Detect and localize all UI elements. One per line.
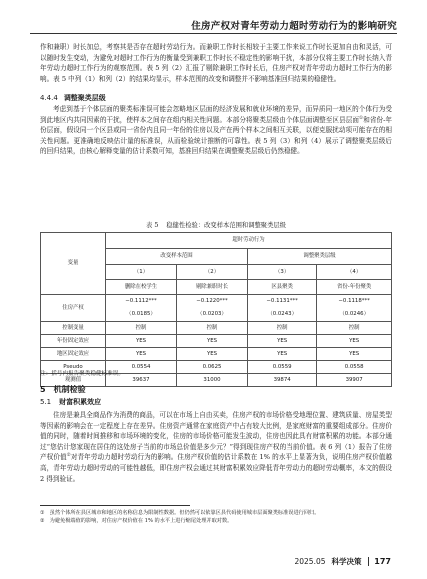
table-cell: 39907 [317,374,392,387]
footnote-ref-2[interactable]: ② [66,453,71,459]
paragraph-sample-adjust [40,42,392,84]
regression-table [40,232,392,387]
row-label: 住房产权 [41,295,106,322]
subsection-title: 财富积累效应 [59,398,102,406]
row-label: 年份固定效应 [41,335,106,348]
paragraph-text: 和省份-年份层面，假设同一个区县或同一省份内且同一年份的住房以及产在两个样本之间相互关联，以便克服扰动项可能存在的相关性问题。更准确地反映估计量的标准误，从而检验统计推断的可靠性。表 5 列（3）和列（4）展示了调整聚类层级后的回归结果，由核心解释变量的估计系数可知，基准回归结果在调整聚类层级后仍然稳健。 [40,115,392,156]
coefficient: −0.1220*** [196,298,228,304]
table-cell: 31000 [177,374,248,387]
subsection-heading [40,397,101,407]
section-number: 5 [40,385,46,394]
footnote-mark: ② [40,518,45,524]
table-group-right: 调整聚类层级 [248,249,392,265]
table-cell [248,295,317,322]
section-title: 机制检验 [53,385,86,394]
paragraph-text: 对青年劳动力超时劳动行为的影响。住房产权价值的估计系数在 1% 的水平上显著为负，说明住房产权价值越高，青年劳动力超时劳动的可能性越低，即住房产权会通过其财富积累效应降低青年劳动力的超时劳动概率，本文的假设 2 得到验证。 [40,453,392,483]
journal-name: 科学决策 [331,557,362,566]
table-caption [40,221,392,230]
subsection-number: 4.4.4 [40,94,58,102]
table-cell [317,295,392,322]
table-cell: YES [248,348,317,361]
coefficient: −0.1112*** [125,298,157,304]
footnote-text: 虽然个体所在县区城市和地区的名称信息为限制性数据。但仍然可以依靠区县代码使用城市层面聚类标准误进行回归。 [49,510,320,516]
table-cell: YES [106,348,177,361]
column-name: 删除在校学生 [106,280,177,295]
table-header-variable: 变量 [41,233,106,295]
subsection-title: 调整聚类层级 [63,94,106,102]
running-head: 住房产权对青年劳动力超时劳动行为的影响研究 [191,21,397,32]
standard-error: （0.0246） [339,311,369,317]
paragraph-text: 住房是兼具全商品作为消费的商品，可以在市场上自由买卖，住房产权的市场价格受地理位置、建筑质量、房屋类型等因素的影响会在一定程度上存在差异。住房资产通常在家庭资产中占有较大比例，是家庭财富的重要组成部分。住房价值的同时，随着时间推移和市场环境的变化，住房的市场价格可能发生波动，住房也因此具有财富积累的功能。本部分通过“您估计您家现在居住的这处房子当前的市场总价值是多少元？”得到现住房产权的当前价值。表 6 列（1）报告了住房产权价值 [40,411,392,462]
table-cell: 0.0559 [248,361,317,374]
table-cell: 控制 [177,322,248,335]
standard-error: （0.0203） [197,311,227,317]
table-row [41,335,392,348]
table-cell: 控制 [317,322,392,335]
row-label: 控制变量 [41,322,106,335]
column-name: 区县聚类 [248,280,317,295]
column-number: （1） [106,265,177,280]
paragraph-cluster [40,104,392,157]
table-row [41,322,392,335]
table-cell: YES [106,335,177,348]
table-cell [177,295,248,322]
table-number: 表 5 [146,222,159,229]
section-heading [40,384,86,395]
page-footer [294,556,391,567]
footnote-ref-1[interactable]: ① [359,115,364,121]
page-number: 177 [374,557,391,566]
table-cell: 39637 [106,374,177,387]
row-label: 观测值 [41,374,106,387]
column-name: 省份-年份聚类 [317,280,392,295]
paragraph-text: 作和兼职）时长加总，考察其是否存在超时劳动行为。而兼职工作时长相较于主要工作来说工作时长更加自由和灵活，可以随时发生变动，为避免对超时工作行为的衡量受到兼职工作时长不稳定性的影响干扰，本部分仅将主要工作时长纳入青年劳动力超时工作行为的观察范围。表 5 列（2）汇报了剔除兼职工作时长后，住房产权对青年劳动力超时工作行为的影响。表 5 中列（1）和列（2）的结果均显示，样本范围的改变和调整并不影响基准回归结果的稳健性。 [40,43,392,83]
footer-divider [368,557,369,566]
table-cell: 控制 [248,322,317,335]
subsection-4-4-4 [40,93,392,157]
table-cell [106,295,177,322]
table-group-left: 改变样本范围 [106,249,248,265]
table-cell: 0.0554 [106,361,177,374]
paragraph-wealth-effect [40,410,392,484]
footnote [40,509,392,517]
table-cell: 0.0625 [177,361,248,374]
footnote-text: 为避免极端值的影响，对住房产权价值在 1% 的水平上进行缩尾处理并取对数。 [49,518,233,524]
footnote [40,517,392,525]
row-label: 地区固定效应 [41,348,106,361]
table-title: 稳健性检验：改变样本范围和调整聚类层级 [166,222,286,229]
table-header-dependent: 超时劳动行为 [106,233,392,249]
issue-date: 2025.05 [294,557,326,566]
table-cell: 控制 [106,322,177,335]
column-number: （4） [317,265,392,280]
column-name: 剔除兼职时长 [177,280,248,295]
coefficient: −0.1131*** [266,298,298,304]
table-row [41,295,392,322]
footnote-mark: ① [40,510,45,516]
standard-error: （0.0185） [126,311,156,317]
paragraph-text: 考虑到基于个体层面的聚类标准误可能会忽略地区层面的经济发展和就业环境的差异，而异质同一地区的个体行为受到此地区内共同因素的干扰，使样本之间存在组内相关性问题。本部分将聚类层级由个体层面调整至区县层面 [40,105,392,124]
table-note: 注：括号内报告聚类稳健标准误。 [40,371,124,377]
column-number: （2） [177,265,248,280]
footnotes [40,509,392,525]
column-number: （3） [248,265,317,280]
table-cell: YES [248,335,317,348]
row-label: Pseudo [41,361,106,374]
table-cell: YES [177,348,248,361]
table-cell: YES [317,348,392,361]
table-cell: YES [317,335,392,348]
header-rule [30,33,397,34]
coefficient: −0.1118*** [338,298,370,304]
table-cell: 0.0558 [317,361,392,374]
table-cell: 39874 [248,374,317,387]
standard-error: （0.0243） [267,311,297,317]
table-cell: YES [177,335,248,348]
table-row [41,348,392,361]
footnote-rule [40,505,190,506]
subsection-number: 5.1 [40,398,52,406]
